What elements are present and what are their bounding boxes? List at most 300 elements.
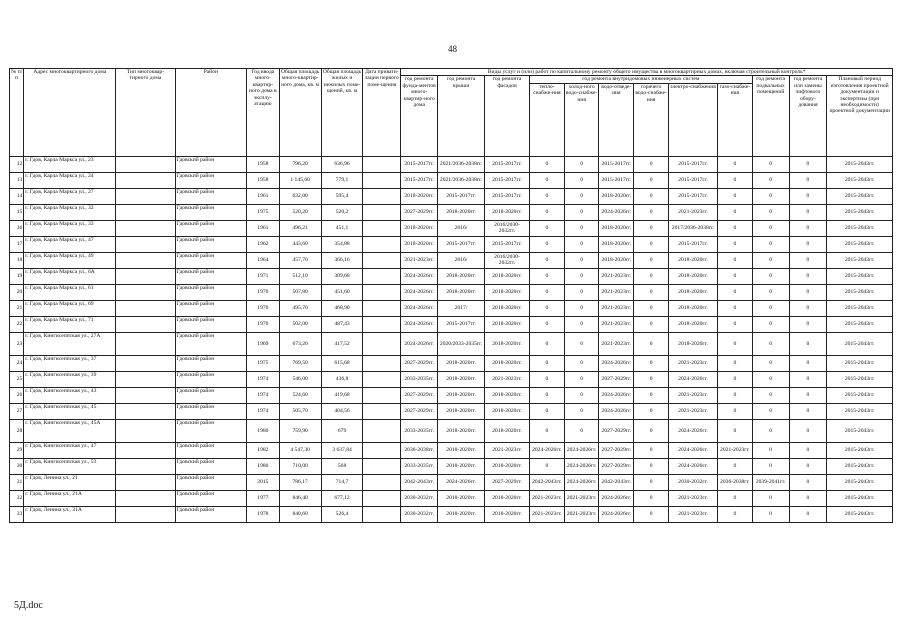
header-facade: год ремонта фасадов bbox=[485, 76, 530, 156]
row-cold-water: 0 bbox=[564, 268, 599, 284]
row-total-area: 673,20 bbox=[279, 332, 321, 355]
row-year: 1975 bbox=[247, 204, 280, 220]
row-no: 16 bbox=[10, 220, 24, 236]
row-total-area: 502,00 bbox=[279, 316, 321, 332]
table-row bbox=[10, 252, 893, 268]
row-total-area: 495,70 bbox=[279, 300, 321, 316]
row-cold-water: 0 bbox=[564, 188, 599, 204]
row-gas: 0 bbox=[717, 506, 752, 522]
row-type bbox=[116, 458, 175, 474]
row-living-area: 404,56 bbox=[321, 403, 363, 419]
row-drainage: 2021-2023гг. bbox=[599, 268, 634, 284]
row-heat: 0 bbox=[530, 332, 565, 355]
row-hot-water: 0 bbox=[634, 156, 669, 172]
row-planned: 2015-2043гг. bbox=[827, 442, 893, 458]
row-foundation: 2027-2029гг. bbox=[401, 355, 438, 371]
row-hot-water: 0 bbox=[634, 387, 669, 403]
row-cold-water: 2021-2023гг. bbox=[564, 490, 599, 506]
table-row bbox=[10, 387, 893, 403]
row-total-area: 769,50 bbox=[279, 355, 321, 371]
row-gas: 0 bbox=[717, 355, 752, 371]
row-gas: 0 bbox=[717, 252, 752, 268]
row-planned: 2015-2043гг. bbox=[827, 403, 893, 419]
row-hot-water: 0 bbox=[634, 204, 669, 220]
row-roof: 2018-2020гг. bbox=[438, 284, 485, 300]
row-no: 32 bbox=[10, 490, 24, 506]
row-no: 29 bbox=[10, 442, 24, 458]
row-cold-water: 0 bbox=[564, 204, 599, 220]
row-foundation: 2033-2035гг. bbox=[401, 371, 438, 387]
row-basement: 0 bbox=[752, 156, 789, 172]
row-living-area: 366,16 bbox=[321, 252, 363, 268]
row-hot-water: 0 bbox=[634, 332, 669, 355]
table-row bbox=[10, 332, 893, 355]
row-hot-water: 0 bbox=[634, 442, 669, 458]
row-elevator: 0 bbox=[789, 204, 827, 220]
row-facade: 2018-2020гг. bbox=[485, 316, 530, 332]
row-hot-water: 0 bbox=[634, 403, 669, 419]
table-row bbox=[10, 172, 893, 188]
row-type bbox=[116, 371, 175, 387]
row-roof: 2018-2020гг. bbox=[438, 458, 485, 474]
row-district: Гдовский район bbox=[175, 268, 247, 284]
row-electricity: 2015-2017гг. bbox=[668, 236, 717, 252]
row-foundation: 2024-2026гг. bbox=[401, 300, 438, 316]
row-cold-water: 0 bbox=[564, 332, 599, 355]
row-roof: 2016/ bbox=[438, 220, 485, 236]
row-electricity: 2024-2026гг. bbox=[668, 371, 717, 387]
row-drainage: 2042-2043гг. bbox=[599, 474, 634, 490]
row-planned: 2015-2043гг. bbox=[827, 490, 893, 506]
table-row bbox=[10, 506, 893, 522]
row-privatization bbox=[363, 355, 401, 371]
row-hot-water: 0 bbox=[634, 506, 669, 522]
row-year: 2015 bbox=[247, 474, 280, 490]
row-facade: 2018-2020гг. bbox=[485, 458, 530, 474]
row-roof: 2018-2020гг. bbox=[438, 204, 485, 220]
row-address: г. Гдов, Кингисеппская ул., 53 bbox=[24, 458, 116, 474]
row-basement: 0 bbox=[752, 316, 789, 332]
row-roof: 2018-2020гг. bbox=[438, 387, 485, 403]
row-living-area: 615,68 bbox=[321, 355, 363, 371]
row-elevator: 0 bbox=[789, 458, 827, 474]
row-living-area: 468,90 bbox=[321, 300, 363, 316]
row-basement: 0 bbox=[752, 204, 789, 220]
row-basement: 0 bbox=[752, 236, 789, 252]
row-heat: 0 bbox=[530, 371, 565, 387]
row-type bbox=[116, 387, 175, 403]
row-privatization bbox=[363, 316, 401, 332]
header-privatization: Дата привати-зации первого поме-щения bbox=[363, 69, 401, 157]
row-electricity: 2021-2023гг. bbox=[668, 355, 717, 371]
row-elevator: 0 bbox=[789, 419, 827, 442]
row-address: г. Гдов, Карла Маркса ул., 49 bbox=[24, 252, 116, 268]
row-total-area: 524,60 bbox=[279, 387, 321, 403]
header-planned: Плановый период изготовления проектной документации и экспертизы (при необходимости) проектной документации bbox=[827, 76, 893, 156]
row-planned: 2015-2043гг. bbox=[827, 236, 893, 252]
row-foundation: 2024-2026гг. bbox=[401, 284, 438, 300]
table-row bbox=[10, 403, 893, 419]
row-year: 1980 bbox=[247, 419, 280, 442]
row-heat: 2021-2023гг. bbox=[530, 506, 565, 522]
row-hot-water: 0 bbox=[634, 284, 669, 300]
row-cold-water: 0 bbox=[564, 403, 599, 419]
row-no: 27 bbox=[10, 403, 24, 419]
row-elevator: 0 bbox=[789, 268, 827, 284]
row-planned: 2015-2043гг. bbox=[827, 156, 893, 172]
row-electricity: 2021-2023гг. bbox=[668, 204, 717, 220]
row-cold-water: 0 bbox=[564, 156, 599, 172]
row-type bbox=[116, 316, 175, 332]
row-living-area: 636,96 bbox=[321, 156, 363, 172]
row-address: г. Гдов, Карла Маркса ул., 24 bbox=[24, 172, 116, 188]
row-district: Гдовский район bbox=[175, 300, 247, 316]
row-heat: 0 bbox=[530, 458, 565, 474]
row-electricity: 2024-2026гг. bbox=[668, 458, 717, 474]
row-planned: 2015-2043гг. bbox=[827, 458, 893, 474]
row-drainage: 2027-2029гг. bbox=[599, 458, 634, 474]
row-elevator: 0 bbox=[789, 300, 827, 316]
row-type bbox=[116, 355, 175, 371]
row-electricity: 2018-2020гг. bbox=[668, 316, 717, 332]
header-hot-water: горячего водо-снабже-ния bbox=[634, 83, 669, 156]
row-planned: 2015-2043гг. bbox=[827, 419, 893, 442]
header-cold-water: холод-ного водо-снабже-ния bbox=[564, 83, 599, 156]
row-basement: 2039-2041гг. bbox=[752, 474, 789, 490]
row-cold-water: 0 bbox=[564, 172, 599, 188]
row-electricity: 2015-2017гг. bbox=[668, 188, 717, 204]
row-year: 1971 bbox=[247, 268, 280, 284]
row-roof: 2018-2020гг. bbox=[438, 268, 485, 284]
table-row bbox=[10, 268, 893, 284]
row-facade: 2016/2030-2032гг. bbox=[485, 220, 530, 236]
row-type bbox=[116, 220, 175, 236]
row-living-area: 354,88 bbox=[321, 236, 363, 252]
row-foundation: 2042-2043гг. bbox=[401, 474, 438, 490]
row-electricity: 2030-2032гг. bbox=[668, 474, 717, 490]
row-foundation: 2018-2020гг. bbox=[401, 188, 438, 204]
row-drainage: 2024-2026гг. bbox=[599, 355, 634, 371]
row-drainage: 2027-2029гг. bbox=[599, 371, 634, 387]
row-type bbox=[116, 236, 175, 252]
row-elevator: 0 bbox=[789, 490, 827, 506]
row-no: 33 bbox=[10, 506, 24, 522]
row-cold-water: 0 bbox=[564, 236, 599, 252]
row-no: 31 bbox=[10, 474, 24, 490]
row-basement: 0 bbox=[752, 419, 789, 442]
row-hot-water: 0 bbox=[634, 188, 669, 204]
row-gas: 0 bbox=[717, 490, 752, 506]
row-cold-water: 2021-2023гг. bbox=[564, 506, 599, 522]
row-basement: 0 bbox=[752, 188, 789, 204]
row-district: Гдовский район bbox=[175, 506, 247, 522]
row-facade: 2018-2020гг. bbox=[485, 204, 530, 220]
row-basement: 0 bbox=[752, 220, 789, 236]
row-roof: 2018-2020гг. bbox=[438, 355, 485, 371]
row-hot-water: 0 bbox=[634, 300, 669, 316]
row-district: Гдовский район bbox=[175, 442, 247, 458]
row-basement: 0 bbox=[752, 387, 789, 403]
row-total-area: 520,20 bbox=[279, 204, 321, 220]
row-type bbox=[116, 188, 175, 204]
row-total-area: 632,00 bbox=[279, 188, 321, 204]
row-elevator: 0 bbox=[789, 371, 827, 387]
row-district: Гдовский район bbox=[175, 403, 247, 419]
row-address: г. Гдов, Карла Маркса ул., 6А bbox=[24, 268, 116, 284]
row-no: 14 bbox=[10, 188, 24, 204]
row-year: 1982 bbox=[247, 442, 280, 458]
row-cold-water: 0 bbox=[564, 387, 599, 403]
row-electricity: 2018-2020гг. bbox=[668, 284, 717, 300]
row-cold-water: 0 bbox=[564, 419, 599, 442]
row-planned: 2015-2043гг. bbox=[827, 188, 893, 204]
row-basement: 0 bbox=[752, 332, 789, 355]
header-gas: газо-снабже-ния bbox=[717, 83, 752, 156]
table-row bbox=[10, 284, 893, 300]
table-row bbox=[10, 490, 893, 506]
row-district: Гдовский район bbox=[175, 332, 247, 355]
row-living-area: 677,12 bbox=[321, 490, 363, 506]
row-privatization bbox=[363, 332, 401, 355]
header-roof: год ремонта крыши bbox=[438, 76, 485, 156]
row-privatization bbox=[363, 387, 401, 403]
row-foundation: 2018-2020гг. bbox=[401, 236, 438, 252]
row-hot-water: 0 bbox=[634, 220, 669, 236]
row-no: 18 bbox=[10, 252, 24, 268]
row-year: 1978 bbox=[247, 506, 280, 522]
row-drainage: 2018-2020гг. bbox=[599, 188, 634, 204]
row-foundation: 2036-2038гг. bbox=[401, 442, 438, 458]
row-roof: 2018-2020гг. bbox=[438, 506, 485, 522]
row-planned: 2015-2043гг. bbox=[827, 220, 893, 236]
row-facade: 2015-2017гг. bbox=[485, 236, 530, 252]
row-roof: 2017/ bbox=[438, 300, 485, 316]
row-planned: 2015-2043гг. bbox=[827, 506, 893, 522]
row-planned: 2015-2043гг. bbox=[827, 172, 893, 188]
row-address: г. Гдов, Карла Маркса ул., 23 bbox=[24, 156, 116, 172]
row-living-area: 595,4 bbox=[321, 188, 363, 204]
row-privatization bbox=[363, 490, 401, 506]
row-drainage: 2024-2026гг. bbox=[599, 506, 634, 522]
row-roof: 2018-2020гг. bbox=[438, 403, 485, 419]
row-living-area: 419,68 bbox=[321, 387, 363, 403]
row-year: 1958 bbox=[247, 172, 280, 188]
row-drainage: 2015-2017гг. bbox=[599, 172, 634, 188]
row-basement: 0 bbox=[752, 506, 789, 522]
row-no: 22 bbox=[10, 316, 24, 332]
row-facade: 2018-2020гг. bbox=[485, 355, 530, 371]
row-foundation: 2033-2035гг. bbox=[401, 458, 438, 474]
row-drainage: 2024-2026гг. bbox=[599, 490, 634, 506]
row-planned: 2015-2043гг. bbox=[827, 474, 893, 490]
row-year: 1962 bbox=[247, 236, 280, 252]
row-address: г. Гдов, Ленина ул., 31А bbox=[24, 506, 116, 522]
row-type bbox=[116, 490, 175, 506]
row-foundation: 2030-2032гг. bbox=[401, 506, 438, 522]
row-facade: 2015-2017гг. bbox=[485, 156, 530, 172]
row-drainage: 2018-2020гг. bbox=[599, 236, 634, 252]
row-year: 1961 bbox=[247, 188, 280, 204]
row-address: г. Гдов, Ленина ул., 21 bbox=[24, 474, 116, 490]
row-cold-water: 2024-2026гг. bbox=[564, 474, 599, 490]
row-heat: 0 bbox=[530, 156, 565, 172]
row-year: 1970 bbox=[247, 284, 280, 300]
row-foundation: 2030-2032гг. bbox=[401, 490, 438, 506]
row-elevator: 0 bbox=[789, 284, 827, 300]
row-no: 21 bbox=[10, 300, 24, 316]
row-year: 1974 bbox=[247, 403, 280, 419]
header-living-area: Общая площадь жилых и нежилых поме-щений, кв. м bbox=[321, 69, 363, 157]
row-elevator: 0 bbox=[789, 220, 827, 236]
header-elevator: год ремонта или замены лифтового обору-дования bbox=[789, 76, 827, 156]
row-living-area: 451,60 bbox=[321, 284, 363, 300]
row-roof: 2021/2036-2038гг. bbox=[438, 172, 485, 188]
row-gas: 0 bbox=[717, 300, 752, 316]
row-facade: 2018-2020гг. bbox=[485, 268, 530, 284]
row-electricity: 2018-2020гг. bbox=[668, 252, 717, 268]
row-facade: 2018-2020гг. bbox=[485, 332, 530, 355]
row-roof: 2021/2036-2038гг. bbox=[438, 156, 485, 172]
row-heat: 0 bbox=[530, 316, 565, 332]
row-gas: 0 bbox=[717, 268, 752, 284]
table-row bbox=[10, 442, 893, 458]
row-planned: 2015-2043гг. bbox=[827, 300, 893, 316]
row-gas: 0 bbox=[717, 371, 752, 387]
header-electricity: электро-снабжения bbox=[668, 83, 717, 156]
row-living-area: 779,1 bbox=[321, 172, 363, 188]
row-drainage: 2021-2023гг. bbox=[599, 284, 634, 300]
row-year: 1958 bbox=[247, 156, 280, 172]
row-no: 15 bbox=[10, 204, 24, 220]
row-type bbox=[116, 300, 175, 316]
table-row bbox=[10, 458, 893, 474]
row-district: Гдовский район bbox=[175, 355, 247, 371]
row-elevator: 0 bbox=[789, 355, 827, 371]
row-elevator: 0 bbox=[789, 252, 827, 268]
row-hot-water: 0 bbox=[634, 268, 669, 284]
row-total-area: 443,60 bbox=[279, 236, 321, 252]
row-district: Гдовский район bbox=[175, 204, 247, 220]
row-year: 1964 bbox=[247, 252, 280, 268]
row-foundation: 2024-2026гг. bbox=[401, 268, 438, 284]
row-living-area: 451,1 bbox=[321, 220, 363, 236]
footer-file-name: 5Д.doc bbox=[14, 600, 43, 611]
row-no: 26 bbox=[10, 387, 24, 403]
row-no: 19 bbox=[10, 268, 24, 284]
row-cold-water: 0 bbox=[564, 371, 599, 387]
row-electricity: 2017/2036-2038гг. bbox=[668, 220, 717, 236]
row-address: г. Гдов, Карла Маркса ул., 47 bbox=[24, 236, 116, 252]
row-year: 1974 bbox=[247, 371, 280, 387]
row-privatization bbox=[363, 403, 401, 419]
row-heat: 0 bbox=[530, 188, 565, 204]
row-privatization bbox=[363, 419, 401, 442]
row-electricity: 2018-2020гг. bbox=[668, 300, 717, 316]
row-gas: 0 bbox=[717, 332, 752, 355]
row-district: Гдовский район bbox=[175, 458, 247, 474]
row-year: 1961 bbox=[247, 220, 280, 236]
row-total-area: 505,70 bbox=[279, 403, 321, 419]
row-heat: 0 bbox=[530, 355, 565, 371]
row-elevator: 0 bbox=[789, 387, 827, 403]
row-total-area: 759,90 bbox=[279, 419, 321, 442]
row-gas: 0 bbox=[717, 284, 752, 300]
row-gas: 0 bbox=[717, 419, 752, 442]
row-foundation: 2018-2020гг. bbox=[401, 220, 438, 236]
row-address: г. Гдов, Кингисеппская ул., 45А bbox=[24, 419, 116, 442]
row-elevator: 0 bbox=[789, 506, 827, 522]
row-heat: 2021-2023гг. bbox=[530, 490, 565, 506]
row-address: г. Гдов, Кингисеппская ул., 43 bbox=[24, 387, 116, 403]
row-facade: 2018-2020гг. bbox=[485, 300, 530, 316]
row-address: г. Гдов, Кингисеппская ул., 45 bbox=[24, 403, 116, 419]
row-elevator: 0 bbox=[789, 236, 827, 252]
row-drainage: 2021-2023гг. bbox=[599, 300, 634, 316]
header-basement: год ремонта подвальных помещений bbox=[752, 76, 789, 156]
row-no: 23 bbox=[10, 332, 24, 355]
header-systems-group: год ремонта внутридомовых инженерных систем bbox=[530, 76, 753, 83]
row-heat: 0 bbox=[530, 204, 565, 220]
row-roof: 2018-2020гг. bbox=[438, 442, 485, 458]
table-row bbox=[10, 371, 893, 387]
row-drainage: 2018-2020гг. bbox=[599, 252, 634, 268]
row-foundation: 2033-2035гг. bbox=[401, 419, 438, 442]
row-planned: 2015-2043гг. bbox=[827, 284, 893, 300]
row-living-area: 714,7 bbox=[321, 474, 363, 490]
table-row bbox=[10, 419, 893, 442]
row-gas: 0 bbox=[717, 316, 752, 332]
table-row bbox=[10, 220, 893, 236]
row-year: 1980 bbox=[247, 458, 280, 474]
row-year: 1977 bbox=[247, 490, 280, 506]
row-basement: 0 bbox=[752, 268, 789, 284]
row-type bbox=[116, 268, 175, 284]
row-roof: 2018-2020гг. bbox=[438, 490, 485, 506]
row-year: 1970 bbox=[247, 316, 280, 332]
row-basement: 0 bbox=[752, 284, 789, 300]
row-living-area: 520,2 bbox=[321, 204, 363, 220]
row-year: 1974 bbox=[247, 387, 280, 403]
row-hot-water: 0 bbox=[634, 236, 669, 252]
table-row bbox=[10, 300, 893, 316]
row-foundation: 2027-2029гг. bbox=[401, 204, 438, 220]
row-gas: 0 bbox=[717, 403, 752, 419]
table-row bbox=[10, 316, 893, 332]
row-facade: 2015-2017гг. bbox=[485, 172, 530, 188]
table-row bbox=[10, 156, 893, 172]
row-district: Гдовский район bbox=[175, 316, 247, 332]
row-elevator: 0 bbox=[789, 403, 827, 419]
row-type bbox=[116, 284, 175, 300]
row-facade: 2018-2020гг. bbox=[485, 403, 530, 419]
row-no: 20 bbox=[10, 284, 24, 300]
row-heat: 0 bbox=[530, 403, 565, 419]
row-basement: 0 bbox=[752, 403, 789, 419]
row-total-area: 507,80 bbox=[279, 284, 321, 300]
row-type bbox=[116, 506, 175, 522]
row-address: г. Гдов, Кингисеппская ул., 47 bbox=[24, 442, 116, 458]
row-planned: 2015-2043гг. bbox=[827, 252, 893, 268]
row-basement: 0 bbox=[752, 300, 789, 316]
row-facade: 2015-2017гг. bbox=[485, 188, 530, 204]
row-type bbox=[116, 474, 175, 490]
row-elevator: 0 bbox=[789, 332, 827, 355]
row-district: Гдовский район bbox=[175, 371, 247, 387]
row-heat: 0 bbox=[530, 220, 565, 236]
row-drainage: 2024-2026гг. bbox=[599, 403, 634, 419]
row-privatization bbox=[363, 252, 401, 268]
row-heat: 0 bbox=[530, 236, 565, 252]
